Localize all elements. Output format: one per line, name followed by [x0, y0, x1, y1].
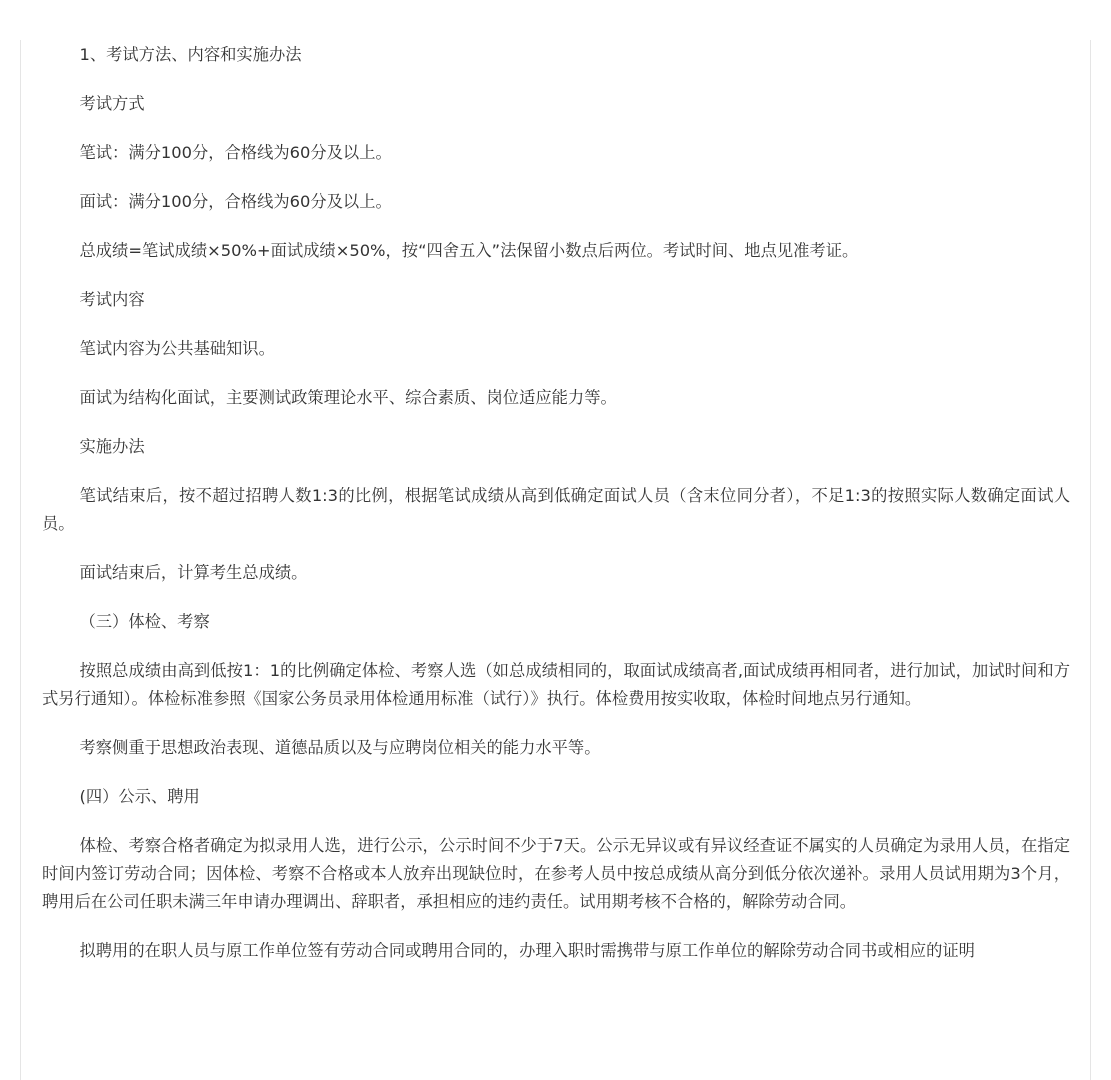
- paragraph-total-score: 总成绩=笔试成绩×50%+面试成绩×50%，按“四舍五入”法保留小数点后两位。考试时间、地点见准考证。: [79, 241, 859, 260]
- paragraph-interview: 面试：满分100分，合格线为60分及以上。: [79, 192, 392, 211]
- section-heading-medical-check: （三）体检、考察: [79, 612, 210, 631]
- content-border-right: [1090, 40, 1091, 1080]
- subheading-exam-content: 考试内容: [79, 290, 145, 309]
- paragraph-interview-content: 面试为结构化面试，主要测试政策理论水平、综合素质、岗位适应能力等。: [79, 388, 617, 407]
- content-border-left: [20, 40, 21, 1080]
- article-body: [42, 41, 1070, 986]
- paragraph-interview-selection: 笔试结束后，按不超过招聘人数1:3的比例，根据笔试成绩从高到低确定面试人员（含末位同分者），不足1:3的按照实际人数确定面试人员。: [42, 486, 1070, 533]
- paragraph-written-content: 笔试内容为公共基础知识。: [79, 339, 275, 358]
- section-heading-exam-methods: 1、考试方法、内容和实施办法: [79, 45, 302, 64]
- subheading-implementation: 实施办法: [79, 437, 145, 456]
- paragraph-medical-check: 按照总成绩由高到低按1：1的比例确定体检、考察人选（如总成绩相同的，取面试成绩高者,面试成绩再相同者，进行加试，加试时间和方式另行通知）。体检标准参照《国家公务员录用体检通用标准（试行）》执行。体检费用按实收取，体检时间地点另行通知。: [42, 661, 1070, 708]
- paragraph-inspection-focus: 考察侧重于思想政治表现、道德品质以及与应聘岗位相关的能力水平等。: [79, 738, 601, 757]
- paragraph-after-interview: 面试结束后，计算考生总成绩。: [79, 563, 308, 582]
- paragraph-employed-persons: 拟聘用的在职人员与原工作单位签有劳动合同或聘用合同的，办理入职时需携带与原工作单位的解除劳动合同书或相应的证明: [79, 941, 975, 960]
- paragraph-publicity-hiring: 体检、考察合格者确定为拟录用人选，进行公示，公示时间不少于7天。公示无异议或有异议经查证不属实的人员确定为录用人员，在指定时间内签订劳动合同；因体检、考察不合格或本人放弃出现缺位时，在参考人员中按总成绩从高分到低分依次递补。录用人员试用期为3个月，聘用后在公司任职未满三年申请办理调出、辞职者，承担相应的违约责任。试用期考核不合格的，解除劳动合同。: [42, 836, 1070, 911]
- subheading-exam-format: 考试方式: [79, 94, 145, 113]
- paragraph-written-exam: 笔试：满分100分，合格线为60分及以上。: [79, 143, 392, 162]
- section-heading-publicity-hiring: (四）公示、聘用: [79, 787, 200, 806]
